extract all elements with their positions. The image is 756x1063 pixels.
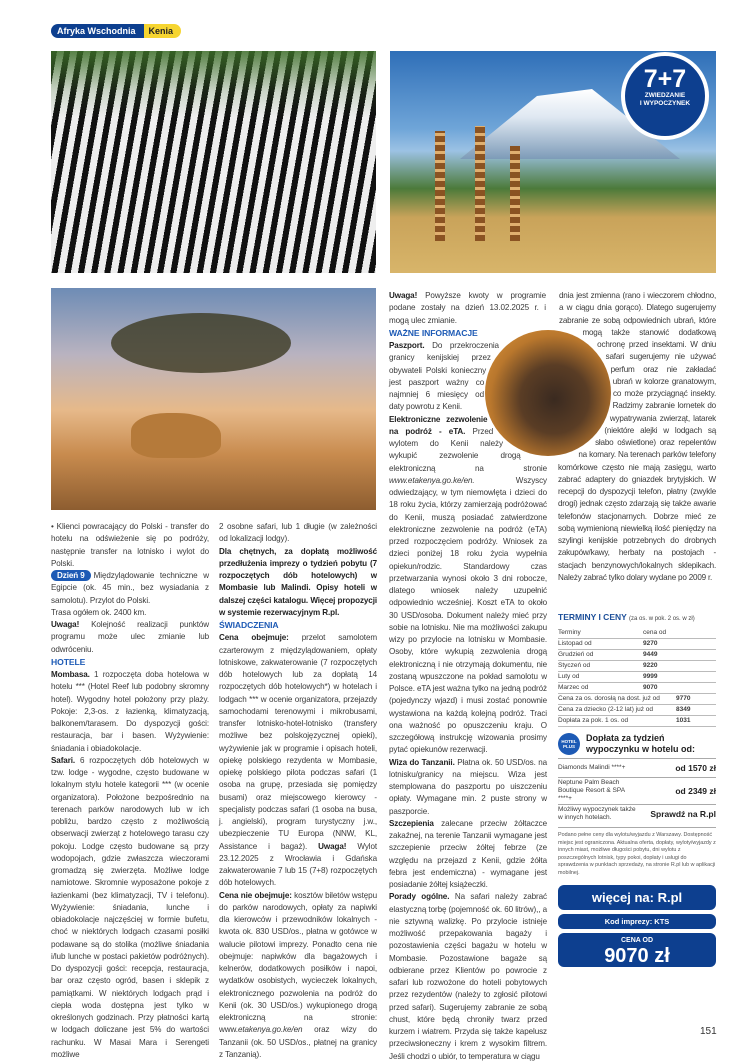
text: kosztów biletów wstępu do parków narodowych, opłaty za napiwki dla kierowców i przewodników lokalnych - kwota ok. 830 USD/os., płatna w gotówce w walucie pilotowi imprezy. Ponadto cena nie obejmuje: napiwków dla bagażowych i kelnerów, dodatkowych posiłków i napoi, wydatków osobistych, wycieczek lokalnych, elektronicznego pozwolenia na podróż do Kenii (ok. 30 USD/os.) wykupionego drogą elektroniczną na stronie: www. — [219, 890, 377, 1035]
badge-line2: I WYPOCZYNEK — [639, 100, 691, 107]
hotel-name: Możliwy wypoczynek także w innych hotelach. — [558, 806, 636, 821]
row-label: Listopad od — [558, 640, 592, 647]
breadcrumb — [51, 24, 181, 38]
bold-lead: Uwaga! — [51, 620, 80, 629]
table-row — [558, 672, 716, 683]
giraffe-shape — [435, 131, 445, 241]
bold-lead: Szczepienia — [389, 818, 434, 828]
table-row — [558, 650, 716, 661]
terms-subtitle: (za os. w pok. 2 os. w zł) — [629, 616, 695, 622]
badge-line1: ZWIEDZANIE — [644, 92, 686, 99]
hotel-plus-title: Dopłata za tydzień wypoczynku w hotelu od: — [586, 733, 696, 754]
column-2 — [219, 521, 377, 1061]
text: Wszyscy odwiedzający, w tym niemowlęta i dzieci do 18 roku życia, którzy zamierzają podróżować do Kenii, muszą posiadać zatwierdzone elektroniczne zezwolenie na podróż (eTA) przed rozpoczęciem podróży. Wniosek za dzieci poniżej 18 roku życia wypełnia opiekun/rodzic. Standardowy czas przetwarzania wynosi około 3 dni robocze, dlatego wniosek należy uzupełnić odpowiednio wcześniej. Koszt eTA to około 30 USD/osoba. Dokument należy mieć przy sobie na lotnisku. Nie ma możliwości zakupu wizy po przylocie na lotnisku w Mombasie. Osoby, które wykupią zezwolenia drogą elektroniczną i nie otrzymają dokumentu, nie zostaną wpuszczone na pokład samolotu w Polsce. eTA jest ważna tylko na jedną podróż (pojedynczy wjazd) i musi zostać ponownie wystawiona na każdą kolejną podróż. Traci ona ważność po opuszczeniu kraju. O szczegółową instrukcję wizowania prosimy pytać opiekunów rezerwacji. — [389, 475, 547, 755]
hotel-row — [558, 804, 716, 823]
text: Przed wylotem do Kenii należy wykupić zezwolenie drogą elektroniczną na stronie — [389, 426, 547, 473]
row-label: Luty od — [558, 673, 580, 680]
paragraph — [219, 521, 377, 546]
paragraph — [51, 669, 209, 755]
bold-lead: Uwaga! — [318, 841, 347, 851]
bold-lead: Paszport. — [389, 341, 425, 350]
paragraph — [219, 632, 377, 889]
header-label: Terminy — [558, 629, 581, 636]
dates-prices-table — [558, 612, 716, 727]
price-label: CENA OD — [620, 936, 654, 944]
terms-title-text: TERMINY I CENY — [558, 612, 627, 622]
table-row — [558, 705, 716, 716]
bold-lead: Safari. — [51, 755, 76, 765]
link-text: www.etakenya.go.ke/en. — [389, 475, 475, 485]
text: 1 rozpoczęta doba hotelowa w hotelu *** (Hotel Reef lub podobny skromny hotel). Wygodny hotel położony przy plaży. Pokoje: 2,3-os. z łazienką, klimatyzacją, balkonem/tarasem. Do dyspozycji gości: restauracja, bar i basen. Wyżywienie: śniadania i obiadokolacje. — [51, 670, 209, 753]
price-value: 9070 zł — [604, 944, 670, 967]
tour-code-badge: Kod imprezy: KTS — [558, 914, 716, 929]
table-header — [558, 628, 716, 639]
paragraph — [51, 755, 209, 1061]
buffalo-photo — [485, 330, 611, 456]
terms-title — [558, 612, 716, 625]
text: Wylot 23.12.2025 z Wrocławia i Gdańska zakwaterowanie 7 lub 15 (7+8) rozpoczętych dób hotelowych. — [219, 841, 378, 888]
row-label: Cena za os. dorosłą na dost. już od — [558, 695, 660, 702]
text: Na safari należy zabrać elastyczną torbę (pojemność ok. 60 litrów),, a nie sztywną walizkę. Po przylocie istnieje możliwość przepakowania bagaży i pozostawienia części bagażu w hotelu w Mombasie. Pozostawione bagaże są odbierane przez Klientów po powrocie z safari lub rozwożone do hoteli pobytowych przez rezydentów (należy to zgłosić pilotowi przed safari). Sugerujemy zabranie ze sobą chust, które będą chroniły twarz przed kurzem i wiatrem. Przyda się także kapelusz przeciwsłoneczny i krem z wysokim filtrem. Jeśli chodzi o ubiór, to temperatura w ciągu — [389, 892, 547, 1061]
table-row — [558, 639, 716, 650]
hotel-plus-box — [558, 733, 716, 823]
table-row — [558, 683, 716, 694]
paragraph — [389, 414, 547, 757]
text: zalecane przeciw żółtaczce zakaźnej, na terenie Tanzanii wymagane jest szczepienie przeciw żółtej febrze (ze względu na przejazd z Kenii, gdzie żółta febra jest endemiczna) - wymagane jest posiadanie żółtej książeczki. — [389, 818, 547, 889]
bold-lead: Mombasa. — [51, 670, 90, 679]
table-row — [558, 694, 716, 705]
table-row — [558, 716, 716, 727]
day-badge: Dzień 9 — [51, 570, 91, 581]
paragraph — [389, 290, 547, 327]
bold-lead: Elektroniczne zezwolenie na podróż - eTA. — [389, 414, 488, 436]
bold-lead: Wiza do Tanzanii. — [389, 757, 455, 767]
paragraph — [51, 619, 209, 656]
giraffe-shape — [510, 146, 520, 241]
section-heading: WAŻNE INFORMACJE — [389, 327, 478, 338]
text: dnia jest zmienna (rano i wieczorem chłodno, a w ciągu dnia gorąco). Dlatego sugerujemy zabranie ze sobą odpowiednich ubrań, które mogą także stanowić dodatkową ochronę przed insektami. W dniu safari sugerujemy nie używać perfum oraz nie zakładać ubrań w kolorze granatowym, co może przyciągnąć insekty. Radzimy zabranie lornetek do wypatrywania zwierząt, latarek (niektóre alejki w lodgach są słabo oświetlone) oraz repelentów na komary. Na terenach parków telefony komórkowe często nie mają zasięgu, warto zabrać adaptery do gniazdek brytyjskich. W recepcji do dyspozycji telefon, płatny (zwykle drogi) jednak często zdarzają się także awarie telefonów stacjonarnych. Dobrze mieć ze sobą wymienioną niewielką ilość pieniędzy na szylingi kenijskie potrzebnych do drobnych zakupów/kawy, herbaty na postojach - stacjach benzynowych/lokalnych sklepikach. Należy zabrać tylko dolary wydane po 2009 r. — [558, 291, 716, 582]
page-number: 151 — [700, 1026, 717, 1037]
hotel-price: od 2349 zł — [675, 786, 716, 796]
row-price: 9999 — [643, 673, 658, 680]
row-label: Dopłata za pok. 1 os. od — [558, 717, 629, 724]
row-price: 9070 — [643, 684, 658, 691]
row-label: Grudzień od — [558, 651, 594, 658]
text: oraz wizy do Tanzanii (ok. 50 USD/os., płatnej na granicy z Tanzanią). — [219, 1025, 377, 1059]
paragraph — [51, 607, 209, 619]
text: • Klienci powracający do Polski - transfer do hotelu na odświeżenie się po podróży, następnie transfer na lotnisko i wylot do Polski. — [51, 522, 209, 568]
breadcrumb-region[interactable]: Afryka Wschodnia — [51, 24, 144, 38]
sidebar-offer — [558, 584, 716, 967]
breadcrumb-country[interactable]: Kenia — [144, 24, 182, 38]
hotel-name: Neptune Palm Beach Boutique Resort & SPA ****+ — [558, 779, 625, 802]
row-price: 9770 — [676, 695, 691, 702]
text: Międzylądowanie techniczne w Egipcie (ok. 45 min., bez wysiadania z samolotu). Przylot do Polski. — [51, 571, 209, 605]
hotel-price: Sprawdź na R.pl — [650, 809, 716, 819]
paragraph — [389, 891, 547, 1063]
section-heading: ŚWIADCZENIA — [219, 620, 279, 630]
text: 2 osobne safari, lub 1 długie (w zależności od lokalizacji lodgy). — [219, 522, 377, 544]
hotel-row — [558, 777, 716, 804]
text: Trasa ogółem ok. 2400 km. — [51, 607, 147, 617]
paragraph — [389, 818, 547, 892]
bold-lead: Porady ogólne. — [389, 892, 450, 902]
price-from-box — [558, 933, 716, 967]
text: Kolejność realizacji punktów programu może ulec zmianie lub odwróceniu. — [51, 620, 209, 654]
link-text: etakenya.go.ke/en — [237, 1025, 303, 1035]
row-price: 8349 — [676, 706, 691, 713]
row-price: 9449 — [643, 651, 658, 658]
row-label: Styczeń od — [558, 662, 591, 669]
row-price: 9270 — [643, 640, 658, 647]
column-1 — [51, 521, 209, 1061]
bold-lead: Dla chętnych, za dopłatą możliwość przedłużenia imprezy o tydzień pobytu (7 rozpoczętych dób hotelowych) w Mombasie lub Malindi. Opisy hoteli w dalszej części katalogu. Więcej propozycji w systemie rezerwacyjnym R.pl. — [219, 546, 377, 617]
more-on-rpl-button[interactable]: więcej na: R.pl — [558, 885, 716, 910]
section-heading: HOTELE — [51, 656, 86, 667]
lions-photo — [51, 288, 376, 510]
paragraph — [51, 656, 209, 669]
bold-lead: Cena nie obejmuje: — [219, 890, 292, 900]
header-value: cena od — [643, 629, 667, 636]
paragraph — [51, 570, 209, 607]
bold-lead: Uwaga! — [389, 291, 418, 300]
fine-print: Podano pełne ceny dla wylotu/wyjazdu z Warszawy. Dostępność miejsc jest ograniczona. Aktualna oferta, dopłaty, wyloty/wyjazdy z innych miast, możliwe długości pobytu, dni wylotu z poszczególnych lotnisk, typy pokoi, dopłaty i usługi do sprawdzenia w punktach sprzedaży, na stronie R.pl lub w aplikacji mobilnej. — [558, 827, 716, 878]
paragraph — [219, 619, 377, 632]
lion-shape — [131, 413, 221, 458]
hotel-plus-icon: HOTEL PLUS — [558, 733, 580, 755]
row-price: 1031 — [676, 717, 691, 724]
paragraph — [219, 546, 377, 620]
paragraph — [51, 521, 209, 570]
tour-type-badge — [621, 52, 709, 140]
table-row — [558, 661, 716, 672]
hotel-name: Diamonds Malindi ****+ — [558, 764, 626, 771]
acacia-tree-shape — [111, 313, 291, 373]
text: Do przekroczenia granicy kenijskiej przez obywateli Polski konieczny jest paszport ważny co najmniej 6 miesięcy od daty powrotu z Kenii. — [389, 341, 499, 412]
hotel-row — [558, 758, 716, 777]
giraffe-shape — [475, 126, 485, 241]
text: Powyższe kwoty w programie podane zostały na dzień 13.02.2025 r. i mogą ulec zmianie. — [389, 291, 546, 325]
bold-lead: Cena obejmuje: — [219, 633, 289, 643]
text: Płatna ok. 50 USD/os. na lotnisku/granicy na miejscu. Wiza jest stemplowana do paszportu po uiszczeniu opłaty. Wymagane min. 2 puste strony w paszporcie. — [389, 757, 547, 816]
paragraph — [389, 757, 547, 818]
zebras-photo — [51, 51, 376, 273]
badge-number: 7+7 — [643, 65, 687, 93]
row-label: Cena za dziecko (2-12 lat) już od — [558, 706, 654, 713]
text: 6 rozpoczętych dób hotelowych w tzw. lodge - wygodne, często budowane w lokalnym stylu hotele kategorii *** (w ocenie organizatora). Położone bezpośrednio na terenach parków narodowych lub w ich pobliżu, bardzo często z możliwością obserwacji zwierząt z hotelowego tarasu czy pokoju. Lodge często budowane są przy wodopojach, gdzie zwłaszcza wieczorami gromadzą się zwierzęta. Możliwe lodge namiotowe. Skromnie wyposażone pokoje z łazienkami (bez klimatyzacji, TV i telefonu). Wyżywienie: śniadania, lunche i obiadokolacje najczęściej w formie bufetu, choć w niektórych lodgach czasami posiłki podawane są do stolika (możliwe śniadania i/lub lunche w postaci pakietów podróżnych). Do dyspozycji gości: recepcja, restauracja, bar oraz często ogród, basen i sklepik z pamiątkami. W niektórych lodgach prąd i ciepła woda dostępna jest tylko w określonych godzinach. Przy płatności kartą w lodgach doliczane jest 5% do wartości rachunku. W Masai Mara i Serengeti możliwe — [51, 755, 209, 1059]
row-label: Marzec od — [558, 684, 589, 691]
hotel-price: od 1570 zł — [675, 763, 716, 773]
text: przelot samolotem czarterowym z międzylądowaniem, opłaty lotniskowe, zakwaterowanie (7 rozpoczętych dób hotelowych lub za dopłatą 14 rozpoczętych dób hotelowych*) w hotelach i lodgach *** w ocenie organizatora, przejazdy samochodami terenowymi i mikrobusami, transfer lotnisko-hotel-lotnisko (transfery możliwe bez polskojęzycznej opieki), wyżywienie jak w programie i opisach hoteli, opiekę polskiego rezydenta w Mombasie, opiekę polskiego pilota podczas safari (1 osoba na grupę, przesiada się pomiędzy busami) oraz miejscowego kierowcy - specjalisty podczas safari (1 osoba na busa, j. angielski), program turystyczny j.w., ubezpieczenie TU Europa (NNW, KL, Assistance i bagaż). — [219, 633, 377, 851]
row-price: 9220 — [643, 662, 658, 669]
paragraph — [219, 890, 377, 1062]
